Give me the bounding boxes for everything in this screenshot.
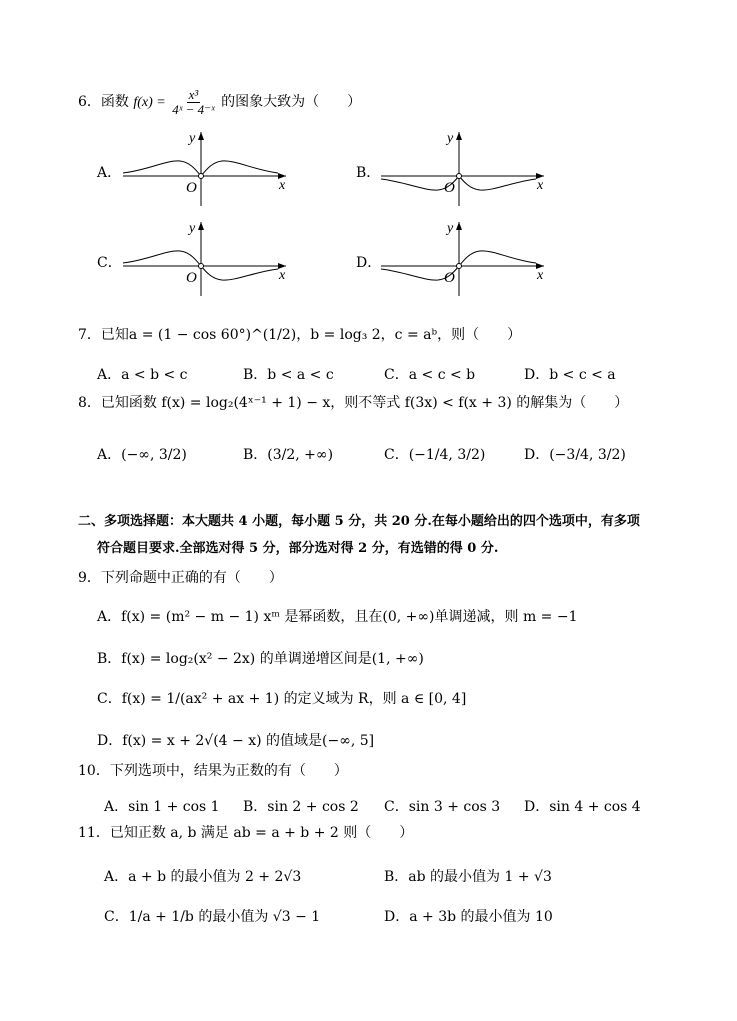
q10-option-c: C．sin 3 + cos 3 — [384, 799, 501, 815]
q6-option-d-label: D． — [356, 255, 382, 271]
q7-stem: 7．已知a = (1 − cos 60°)^(1/2)，b = log₃ 2，c = aᵇ，则（ ） — [78, 327, 522, 343]
origin-label: O — [444, 180, 455, 196]
q11-option-b: B．ab 的最小值为 1 + √3 — [384, 869, 552, 885]
origin-hole — [457, 264, 462, 269]
q7-option-d: D．b < c < a — [524, 367, 616, 383]
q11-stem: 11．已知正数 a, b 满足 ab = a + b + 2 则（ ） — [78, 825, 414, 841]
q6-graph-d — [376, 218, 551, 300]
q9-stem: 9．下列命题中正确的有（ ） — [78, 570, 283, 586]
q6-lhs: f(x) = — [133, 95, 166, 111]
x-label: x — [279, 268, 286, 283]
y-axis-arrow — [456, 132, 462, 140]
q6-lead: 6．函数 — [78, 94, 129, 111]
origin-label: O — [186, 270, 197, 286]
section2-line1: 二、多项选择题：本大题共 4 小题，每小题 5 分，共 20 分.在每小题给出的四个选项中，有多项 — [78, 514, 640, 529]
q10-option-b: B．sin 2 + cos 2 — [243, 799, 359, 815]
q6-stem — [78, 88, 361, 116]
x-label: x — [279, 178, 286, 193]
q9-option-d: D．f(x) = x + 2√(4 − x) 的值域是(−∞, 5] — [97, 733, 375, 749]
q6-fraction — [170, 88, 216, 116]
q8-option-c: C．(−1/4, 3/2) — [384, 447, 486, 463]
q8-stem: 8．已知函数 f(x) = log₂(4ˣ⁻¹ + 1) − x，则不等式 f(3x) < f(x + 3) 的解集为（ ） — [78, 395, 629, 411]
q9-option-a: A．f(x) = (m² − m − 1) xᵐ 是幂函数，且在(0, +∞)单调递减，则 m = −1 — [97, 609, 578, 625]
q9-option-b: B．f(x) = log₂(x² − 2x) 的单调递增区间是(1, +∞) — [97, 651, 424, 667]
q6-option-b-label: B． — [356, 165, 381, 181]
q7-option-c: C．a < c < b — [384, 367, 476, 383]
origin-label: O — [444, 270, 455, 286]
q7-option-a: A．a < b < c — [97, 367, 188, 383]
y-axis-arrow — [198, 132, 204, 140]
q6-graph-a — [118, 128, 293, 210]
q6-fraction-numerator: x³ — [188, 87, 199, 102]
q6-tail: 的图象大致为（ ） — [221, 94, 362, 111]
q11-option-d: D．a + 3b 的最小值为 10 — [384, 909, 553, 925]
y-label: y — [189, 221, 196, 236]
origin-hole — [457, 174, 462, 179]
q10-option-d: D．sin 4 + cos 4 — [524, 799, 641, 815]
q10-option-a: A．sin 1 + cos 1 — [104, 799, 220, 815]
origin-hole — [199, 264, 204, 269]
x-label: x — [537, 268, 544, 283]
x-label: x — [537, 178, 544, 193]
q6-option-c-label: C． — [97, 255, 122, 271]
q11-option-c: C．1/a + 1/b 的最小值为 √3 − 1 — [104, 909, 321, 925]
y-label: y — [447, 131, 454, 146]
q6-graph-c — [118, 218, 293, 300]
q8-option-b: B．(3/2, +∞) — [243, 447, 334, 463]
q11-option-a: A．a + b 的最小值为 2 + 2√3 — [104, 869, 302, 885]
q9-option-c: C．f(x) = 1/(ax² + ax + 1) 的定义域为 R，则 a ∈ [0, 4] — [97, 691, 467, 707]
y-axis-arrow — [456, 222, 462, 230]
q10-stem: 10．下列选项中，结果为正数的有（ ） — [78, 763, 348, 779]
y-label: y — [189, 131, 196, 146]
origin-hole — [199, 174, 204, 179]
y-axis-arrow — [198, 222, 204, 230]
origin-label: O — [186, 180, 197, 196]
q6-graph-b — [376, 128, 551, 210]
q6-fraction-denominator: 4ˣ − 4⁻ˣ — [172, 101, 215, 117]
q7-option-b: B．b < a < c — [243, 367, 334, 383]
q8-option-d: D．(−3/4, 3/2) — [524, 447, 626, 463]
q8-option-a: A．(−∞, 3/2) — [97, 447, 187, 463]
section2-line2: 符合题目要求.全部选对得 5 分，部分选对得 2 分，有选错的得 0 分. — [97, 541, 499, 556]
y-label: y — [447, 221, 454, 236]
q6-option-a-label: A． — [97, 165, 122, 181]
